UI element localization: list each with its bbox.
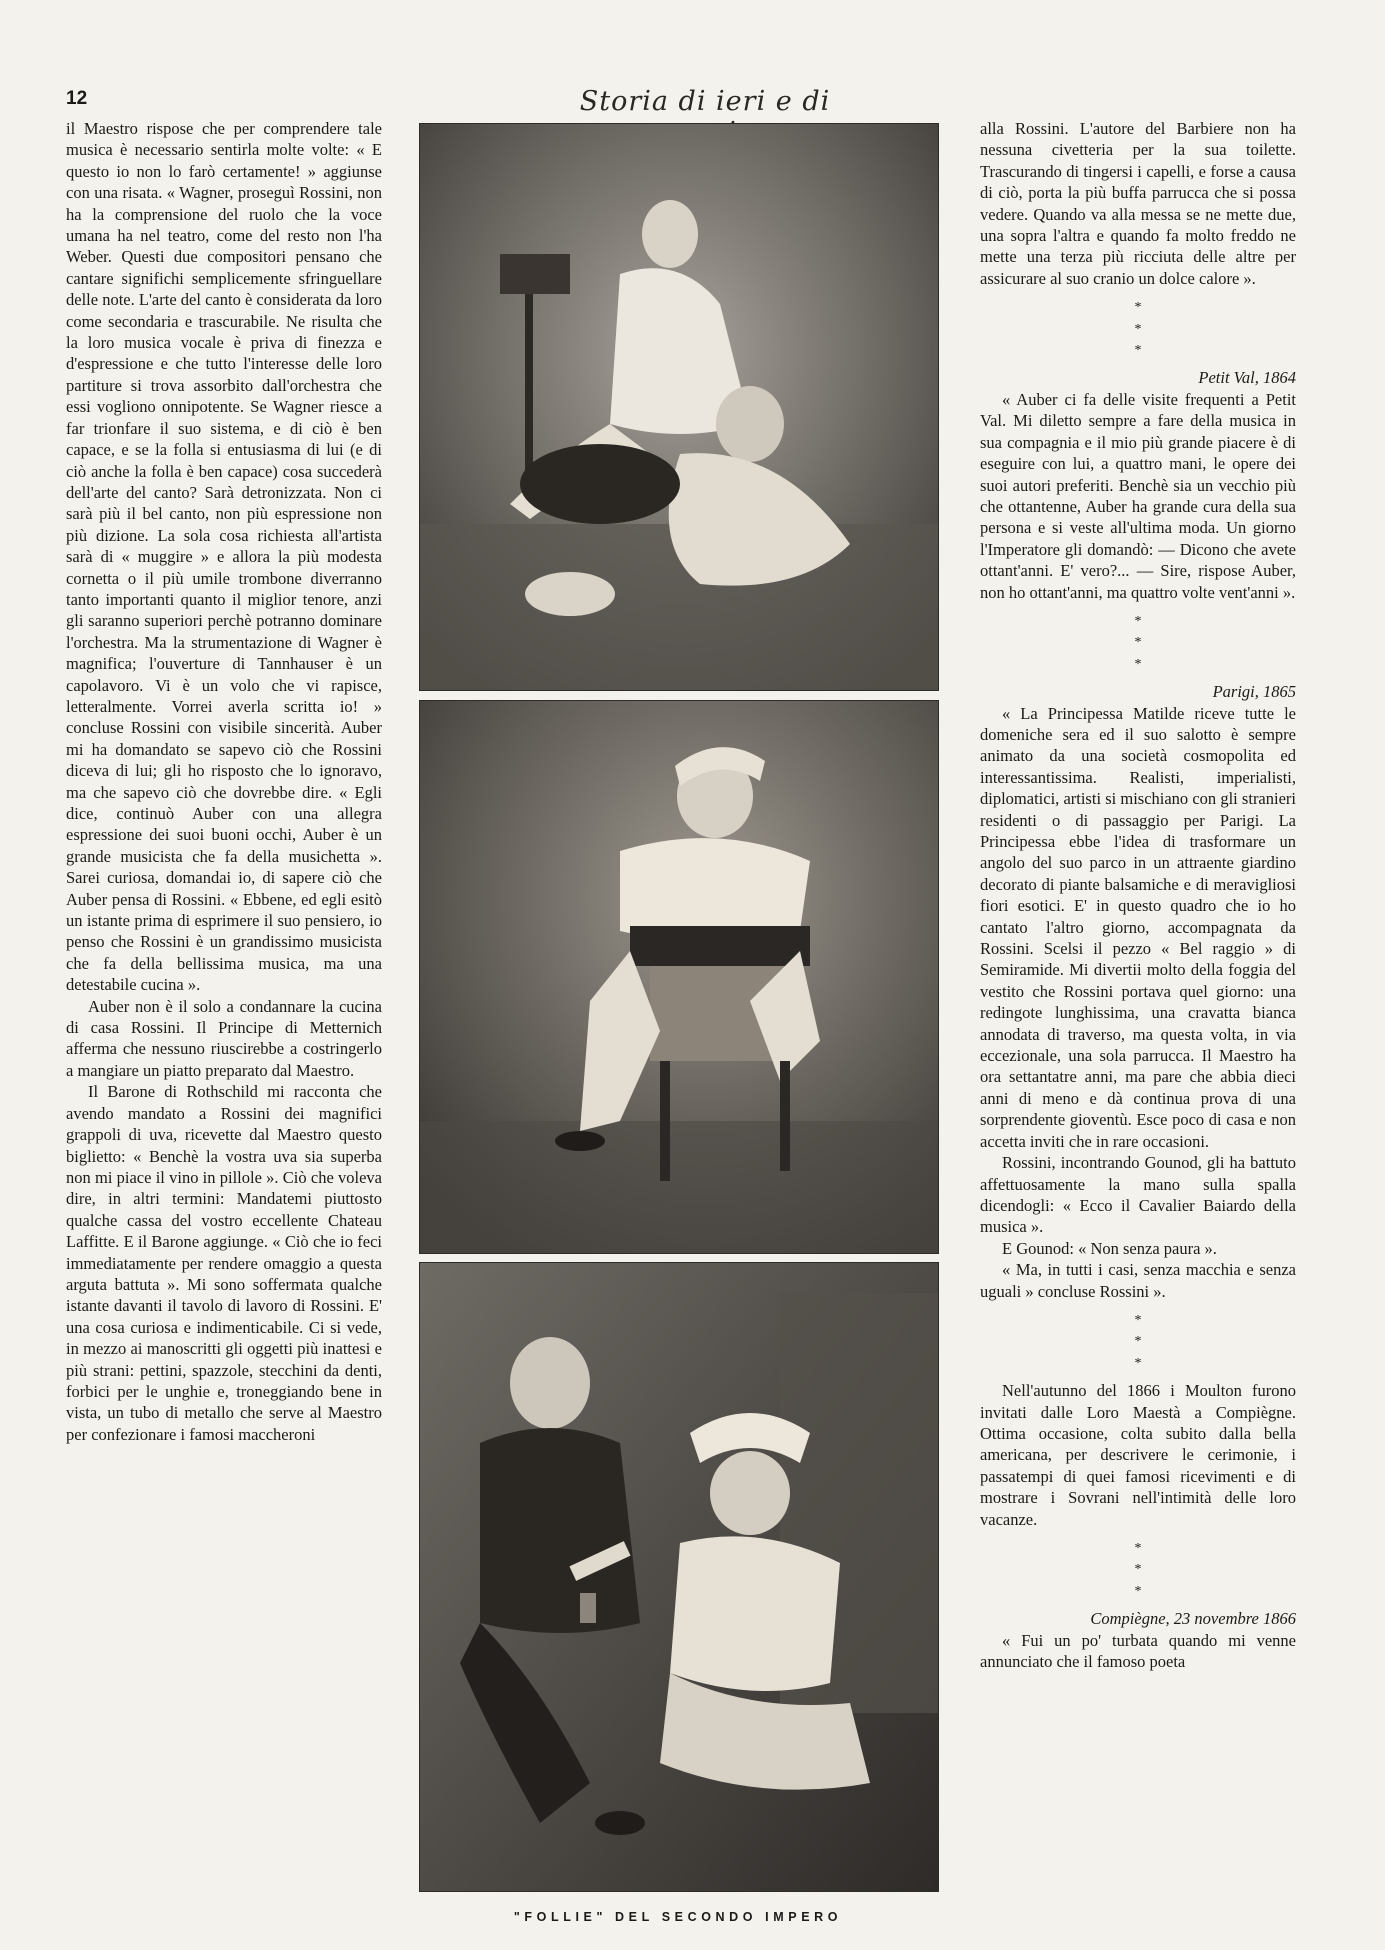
photograph-two-women-drinking — [419, 1262, 939, 1892]
right-opening-paragraph: alla Rossini. L'autore del Barbiere non ha nessuna civetteria per la sua toilette. Trascurando di tingersi i capelli, e forse a causa di ciò, porta la più buffa parrucca che si possa vedere. Quando va alla messa se ne mette due, una sopra l'altra e quando fa molto freddo ne mette una terza più ricciuta delle altre per assicurare al suo cranio un dolce calore ». — [980, 119, 1296, 288]
right-text-column — [980, 118, 1296, 1672]
photograph-woman-on-chair — [419, 700, 939, 1254]
right-paragraph-parigi-4: « Ma, in tutti i casi, senza macchia e senza uguali » concluse Rossini ». — [980, 1260, 1296, 1301]
section-separator: * * * — [1134, 300, 1224, 359]
dateline-parigi: Parigi, 1865 — [1212, 682, 1296, 702]
left-paragraph-1: il Maestro rispose che per comprendere tale musica è necessario sentirla molte volte: « E questo io non lo farò certamente! » aggiunse con una risata. « Wagner, proseguì Rossini, non ha la comprensione del ruolo che la voce umana ha nel teatro, come del resto non l'ha Weber. Questi due compositori pensano che cantare significhi semplicemente sfringuellare delle note. L'arte del canto è considerata da loro come secondaria e trascurabile. Ne risulta che la loro musica vocale è priva di finezza e d'espressione e che tutto l'interesse delle loro partiture si trova assorbito dall'orchestra che essi vogliono onnipotente. Se Wagner riesce a far trionfare il suo sistema, e di ciò è ben capace, e se la folla si entusiasma di lui (e di ciò anche la folla è ben capace) cosa succederà dell'arte del canto? Sarà detronizzata. Non ci sarà più il bel canto, non più espressione non più dizione. La sola cosa richiesta all'artista sarà di « muggire » e allora la più modesta cornetta o il più umile trombone diverranno tanto importanti quanto il miglior tenore, anzi gli saranno superiori perchè potranno dominare l'orchestra. Ma la strumentazione di Wagner è magnifica; l'ouverture di Tannhauser è un capolavoro. Vi è un volo che vi rapisce, letteralmente. Vorrei averla scritta io! » concluse Rossini con visibile sincerità. Auber mi ha domandato se sapevo ciò che Rossini diceva di lui; gli ho risposto che lo ignoravo, ma che sapevo ciò che dovrebbe dire. « Egli dice, continuò Auber con una allegra espressione dei suoi buoni occhi, Auber è un grande musicista che fa della musichetta ». Sarei curiosa, domandai io, di sapere ciò che Auber pensa di Rossini. « Ebbene, ed egli esitò un istante prima di esprimere il suo pensiero, io penso che Rossini è un grandissimo musicista che fa della bellissima musica, ma una detestabile cucina ». — [66, 119, 382, 995]
page-number: 12 — [66, 88, 88, 109]
section-separator: * * * — [1134, 1541, 1224, 1599]
right-paragraph-parigi-2: Rossini, incontrando Gounod, gli ha battuto affettuosamente la mano sulla spalla dicendogli: « Ecco il Cavalier Baiardo della musica ». — [980, 1153, 1296, 1237]
dateline-petit-val: Petit Val, 1864 — [1198, 368, 1296, 388]
dateline-compiegne: Compiègne, 23 novembre 1866 — [1090, 1609, 1296, 1629]
right-paragraph-compiegne: « Fui un po' turbata quando mi venne annunciato che il famoso poeta — [980, 1630, 1296, 1672]
right-paragraph-parigi-1: « La Principessa Matilde riceve tutte le domeniche sera ed il suo salotto è sempre animato da una società cosmopolita ed interessantissima. Realisti, imperialisti, diplomatici, artisti si mischiano con gli stranieri residenti o di passaggio per Parigi. La Principessa ebbe l'idea di trasformare un angolo del suo parco in un attraente giardino decorato di piante balsamiche e di meravigliosi fiori esotici. E' in questo quadro che io ho cantato l'altro giorno, accompagnata da Rossini. Scelsi il pezzo « Bel raggio » di Semiramide. Mi divertii molto della foggia del vestito che Rossini portava quel giorno: una redingote lunghissima, una cravatta bianca annodata di traverso, ma questa volta, in via eccezionale, una sola parrucca. Il Maestro ha ora settantatre anni, ma pare che abbia dieci anni di meno e dà continua prova di una sorprendente gioventù. Esce poco di casa e non accetta inviti che in rare occasioni. — [980, 703, 1296, 1151]
section-separator: * * * — [1134, 1312, 1224, 1371]
photo-caption: "FOLLIE" DEL SECONDO IMPERO — [513, 1910, 843, 1924]
running-title: Storia di ieri e di — [579, 86, 831, 117]
right-paragraph-parigi-3: E Gounod: « Non senza paura ». — [1002, 1238, 1217, 1258]
photograph-two-women-reclining — [419, 123, 939, 691]
left-paragraph-2: Auber non è il solo a condannare la cucina di casa Rossini. Il Principe di Metternich afferma che nessuno riuscirebbe a costringerlo a mangiare un piatto preparato dal Maestro. — [66, 996, 382, 1080]
left-text-column — [66, 118, 382, 1445]
section-separator: * * * — [1134, 613, 1224, 672]
right-narrative-paragraph: Nell'autunno del 1866 i Moulton furono invitati dalle Loro Maestà a Compiègne. Ottima occasione, colta subito dalla bella americana, per descrivere le cerimonie, i passatempi di quei famosi ricevimenti e di mostrare i Sovrani nell'intimità delle loro vacanze. — [980, 1381, 1296, 1529]
left-paragraph-3: Il Barone di Rothschild mi racconta che avendo mandato a Rossini dei magnifici grappoli di uva, ricevette dal Maestro questo biglietto: « Benchè la vostra uva sia superba non mi piace il vino in pillole ». Ciò che voleva dire, in altri termini: Mandatemi piuttosto qualche cassa del vostro eccellente Chateau Laffitte. E il Barone aggiunge. « Ciò che io feci immediatamente per rendere omaggio a questa arguta battuta ». Mi sono soffermata qualche istante davanti il tavolo di lavoro di Rossini. E' una cosa curiosa e indimenticabile. Ci si vede, in mezzo ai manoscritti gli oggetti più inattesi e più strani: pettini, spazzole, stecchini da denti, forbici per le unghie e, troneggiando bene in vista, un tubo di metallo che serve al Maestro per confezionare i famosi maccheroni — [66, 1082, 382, 1444]
right-paragraph-petit-val: « Auber ci fa delle visite frequenti a Petit Val. Mi diletto sempre a fare della musica in sua compagnia e il mio più grande piacere è di eseguire con lui, a quattro mani, le opere dei suoi autori preferiti. Benchè sia un vecchio più che ottantenne, Auber ha grande cura della sua persona e si veste all'ultima moda. Un giorno l'Imperatore gli domandò: — Dicono che avete ottant'anni. E' vero?... — Sire, rispose Auber, non ho ottant'anni, ma quattro volte vent'anni ». — [980, 389, 1296, 602]
